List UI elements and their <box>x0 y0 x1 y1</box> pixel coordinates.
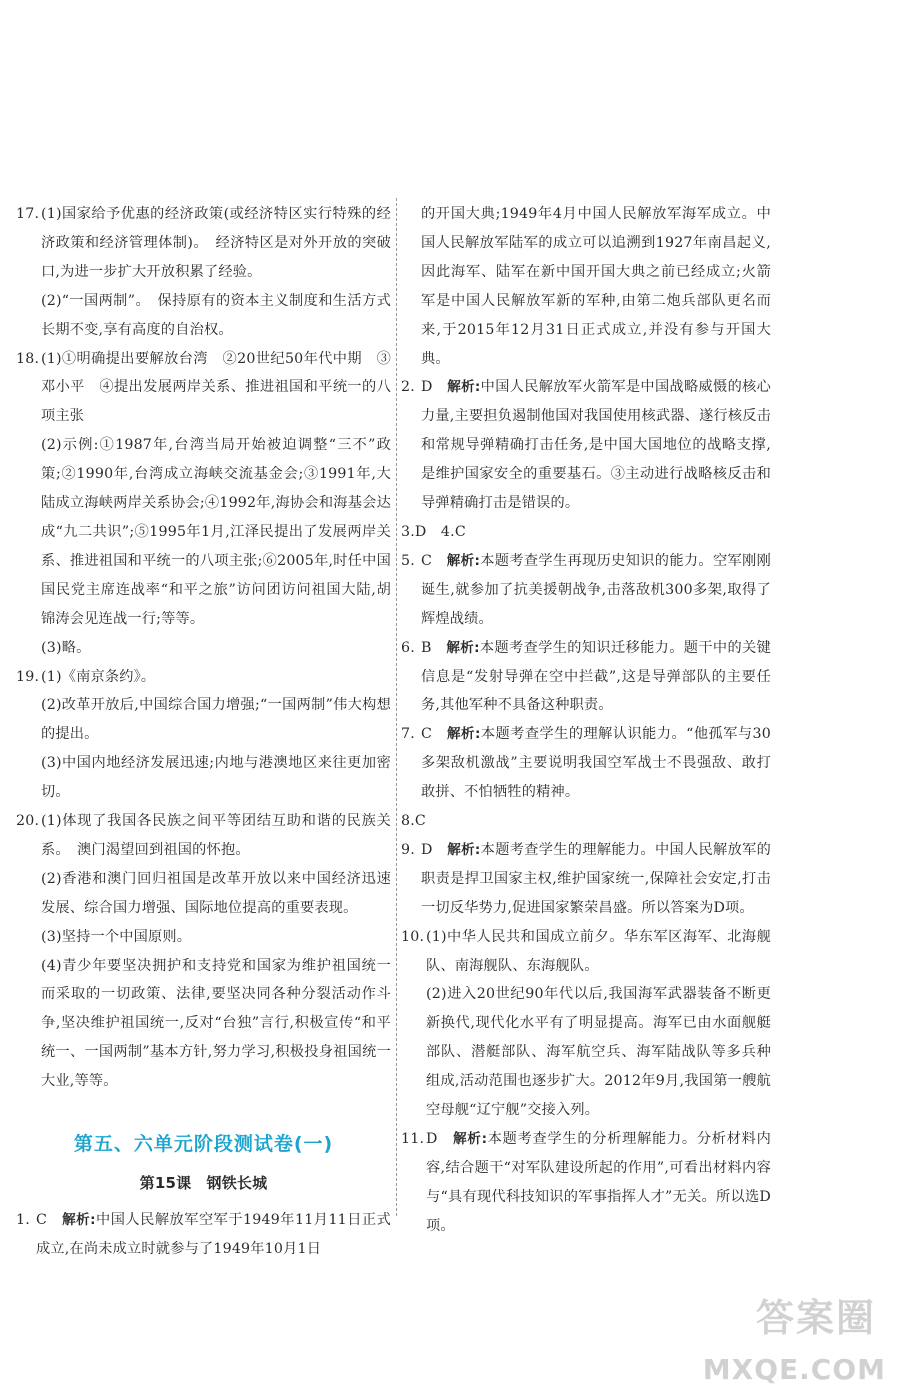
answer-text <box>421 720 771 807</box>
right-column <box>401 200 771 1241</box>
answer-19 <box>16 663 391 808</box>
question-number: 9. <box>401 841 415 858</box>
answer-1-continued: 的开国大典;1949年4月中国人民解放军海军成立。中国人民解放军陆军的成立可以追溯到1927年南昌起义,因此海军、陆军在新中国开国大典之前已经成立;火箭军是中国人民解放军新的军种,由第二炮兵部队更名而来,于2015年12月31日正式成立,并没有参与开国大典。 <box>421 206 771 367</box>
answer-text: (1)中华人民共和国成立前夕。华东军区海军、北海舰队、南海舰队、东海舰队。 <box>426 928 771 974</box>
answer-text <box>426 1125 771 1241</box>
answer-choice: C <box>36 1212 48 1229</box>
answer-text: (1)①明确提出要解放台湾 ②20世纪50年代中期 ③邓小平 ④提出发展两岸关系、推进祖国和平统一的八项主张 <box>41 350 391 425</box>
answer-text <box>421 836 771 923</box>
answer-text <box>421 373 771 518</box>
answer-choice: D <box>426 1131 438 1147</box>
answer-text: (1)《南京条约》。 <box>41 668 156 685</box>
analysis-label: 解析: <box>447 841 481 858</box>
answer-text: (4)青少年要坚决拥护和支持党和国家为维护祖国统一而采取的一切政策、法律,要坚决同各种分裂活动作斗争,坚决维护祖国统一,反对“台独”言行,积极宣传“和平统一、一国两制”基本方针,努力学习,积极投身祖国统一大业,等等。 <box>41 957 391 1090</box>
answer-text <box>36 1206 391 1264</box>
answer-20 <box>16 807 391 1096</box>
question-number: 6. <box>401 639 415 656</box>
analysis-label: 解析: <box>453 1131 488 1147</box>
analysis-text: 本题考查学生的知识迁移能力。题干中的关键信息是“发射导弹在空中拦截”,这是导弹部队的主要任务,其他军种不具备这种职责。 <box>421 639 772 714</box>
answer-10 <box>401 923 771 1125</box>
answer-text: (2)进入20世纪90年代以后,我国海军武器装备不断更新换代,现代化水平有了明显提高。海军已由水面舰艇部队、潜艇部队、海军航空兵、海军陆战队等多兵种组成,活动范围也逐步扩大。2012年9月,我国第一艘航空母舰“辽宁舰”交接入列。 <box>426 986 771 1119</box>
unit-title: 第五、六单元阶段测试卷(一) <box>73 1133 334 1156</box>
answer-17 <box>16 200 391 345</box>
answer-text: (3)坚持一个中国原则。 <box>41 928 192 945</box>
answer-choice: D <box>421 379 433 396</box>
answer-text: (2)示例:①1987年,台湾当局开始被迫调整“三不”政策;②1990年,台湾成立海峡交流基金会;③1991年,大陆成立海峡两岸关系协会;④1992年,海协会和海基会达成“九二共识”;⑤1995年1月,江泽民提出了发展两岸关系、推进祖国和平统一的八项主张;⑥2005年,时任中国国民党主席连战率“和平之旅”访问团访问祖国大陆,胡锦涛会见连战一行;等等。 <box>41 437 391 627</box>
answer-text: (1)体现了我国各民族之间平等团结互助和谐的民族关系。 澳门渴望回到祖国的怀抱。 <box>41 813 391 858</box>
question-number: 19. <box>16 668 40 685</box>
analysis-text: 中国人民解放军空军于1949年11月11日正式成立,在尚未成立时就参与了1949年10月1日 <box>36 1212 391 1257</box>
answer-choice: D <box>421 841 433 858</box>
answer-6 <box>401 634 771 721</box>
analysis-text: 本题考查学生再现历史知识的能力。空军刚刚诞生,就参加了抗美援朝战争,击落敌机300多架,取得了辉煌战绩。 <box>421 552 771 627</box>
answer-choice: B <box>421 639 432 656</box>
left-column <box>16 200 391 1264</box>
watermark-logo-text: 答案圈 <box>755 1296 876 1340</box>
question-number: 17. <box>16 206 40 222</box>
watermark-url: MXQE.COM <box>702 1353 886 1386</box>
answer-7 <box>401 720 771 807</box>
analysis-text: 本题考查学生的理解能力。中国人民解放军的职责是捍卫国家主权,维护国家统一,保障社会安定,打击一切反华势力,促进国家繁荣昌盛。所以答案为D项。 <box>421 841 772 916</box>
answer-18 <box>16 345 391 663</box>
answer-5 <box>401 547 771 634</box>
answer-choice: C <box>421 552 433 569</box>
answer-text: (3)略。 <box>41 639 91 656</box>
question-number: 18. <box>16 350 40 367</box>
answer-3-4: 3.D 4.C <box>401 523 466 540</box>
answer-text: (2)改革开放后,中国综合国力增强;“一国两制”伟大构想的提出。 <box>41 697 391 743</box>
analysis-text: 本题考查学生的理解认识能力。“他孤军与30多架敌机激战”主要说明我国空军战士不畏强敌、敢打敢拼、不怕牺牲的精神。 <box>421 726 772 801</box>
question-number: 1. <box>16 1212 30 1229</box>
answer-9 <box>401 836 771 923</box>
answer-8: 8.C <box>401 813 426 830</box>
analysis-label: 解析: <box>446 639 480 656</box>
analysis-text: 本题考查学生的分析理解能力。分析材料内容,结合题干“对军队建设所起的作用”,可看出材料内容与“具有现代科技知识的军事指挥人才”无关。所以选D项。 <box>426 1131 772 1234</box>
question-number: 2. <box>401 379 415 396</box>
question-number: 10. <box>401 928 425 945</box>
answer-choice: C <box>421 726 433 743</box>
column-divider <box>396 198 397 1216</box>
analysis-label: 解析: <box>447 379 481 396</box>
answer-text: (2)香港和澳门回归祖国是改革开放以来中国经济迅速发展、综合国力增强、国际地位提高的重要表现。 <box>41 870 391 916</box>
answer-1 <box>16 1206 391 1264</box>
answer-11 <box>401 1125 771 1241</box>
answer-text <box>421 634 771 721</box>
answer-text <box>421 547 771 634</box>
answer-2 <box>401 373 771 518</box>
analysis-label: 解析: <box>446 552 481 569</box>
answer-text: (3)中国内地经济发展迅速;内地与港澳地区来往更加密切。 <box>41 755 391 801</box>
answer-text: (1)国家给予优惠的经济政策(或经济特区实行特殊的经济政策和经济管理体制)。 经济特区是对外开放的突破口,为进一步扩大开放积累了经验。 <box>41 206 391 280</box>
lesson-title: 第15课 钢铁长城 <box>139 1174 268 1193</box>
question-number: 20. <box>16 813 40 830</box>
analysis-label: 解析: <box>62 1212 96 1229</box>
question-number: 5. <box>401 552 415 569</box>
answer-text: (2)“一国两制”。 保持原有的资本主义制度和生活方式长期不变,享有高度的自治权。 <box>41 292 391 338</box>
analysis-label: 解析: <box>447 726 481 743</box>
analysis-text: 中国人民解放军火箭军是中国战略威慑的核心力量,主要担负遏制他国对我国使用核武器、遂行核反击和常规导弹精确打击任务,是中国大国地位的战略支撑,是维护国家安全的重要基石。③主动进行战略核反击和导弹精确打击是错误的。 <box>421 379 772 512</box>
question-number: 11. <box>401 1131 425 1147</box>
question-number: 7. <box>401 726 415 743</box>
